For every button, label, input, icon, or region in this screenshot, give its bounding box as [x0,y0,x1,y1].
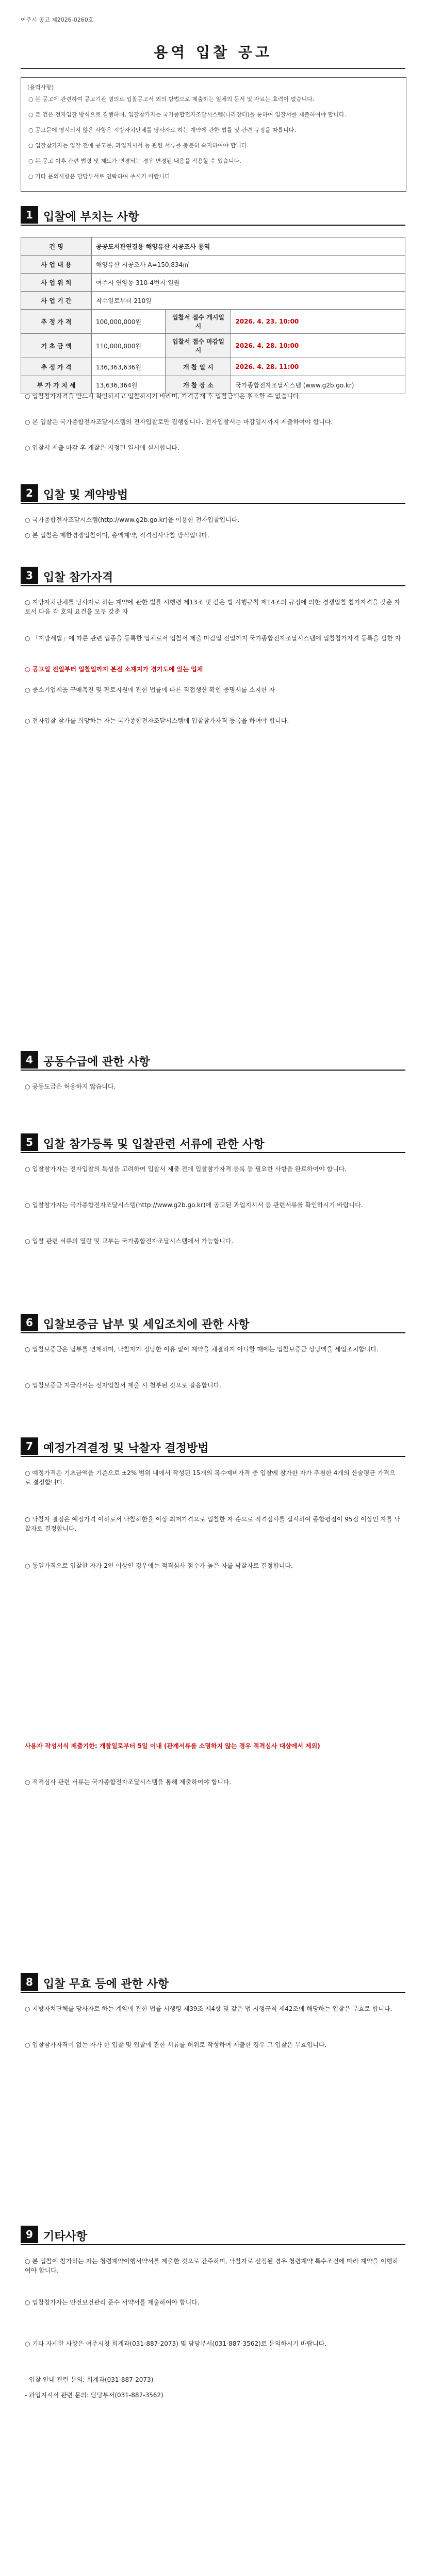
table-value: 착수일로부터 210일 [92,292,405,310]
paragraph: ○ 적격심사 관련 서류는 국가종합전자조달시스템을 통해 제출하여야 합니다. [25,1778,232,1786]
section-title: 예정가격결정 및 낙찰자 결정방법 [43,1442,209,1455]
table-key: 건 명 [21,238,92,256]
summary-line: ○ 본 공고 이후 관련 법령 및 제도가 변경되는 경우 변경된 내용을 적용할 수 있습니다. [28,158,241,164]
section-3-header [21,567,405,584]
section-divider [21,1332,405,1333]
section-number: 7 [21,1437,38,1455]
table-key: 부 가 가 치 세 [21,376,92,394]
section-divider [21,2244,405,2245]
summary-box [21,77,406,192]
section-9-header [21,2226,405,2243]
section-title: 기타사항 [43,2230,88,2243]
bid-info-table [21,237,405,394]
table-row [21,358,405,376]
section-number: 5 [21,1133,38,1151]
paragraph: ○ 입찰참가자는 안전보건관리 준수 서약서를 제출하여야 합니다. [25,2299,200,2306]
table-key: 개 찰 일 시 [166,358,231,376]
section-title: 입찰에 부치는 사항 [43,211,139,224]
paragraph: ○ 입찰 관련 서류의 열람 및 교부는 국가종합전자조달시스템에서 가능합니다. [25,1238,234,1245]
table-row [21,274,405,292]
section-8-header [21,1973,405,1991]
section-number: 2 [21,484,38,502]
paragraph: ○ 입찰참가자는 국가종합전자조달시스템(http://www.g2b.go.kr)에 공고된 과업지시서 등 관련서류를 확인하시기 바랍니다. [25,1201,363,1209]
table-value: 공공도서관연결용 해양유산 시공조사 용역 [92,238,405,256]
paragraph: - 과업지시서 관련 문의: 담당부서(031-887-3562) [25,2392,163,2399]
section-number: 9 [21,2226,38,2243]
table-row [21,310,405,334]
table-value: 해양유산 시공조사 A=150,834㎡ [92,256,405,274]
section-divider [21,225,405,226]
section-divider [21,1992,405,1993]
paragraph: ○ 입찰참가자격이 없는 자가 한 입찰 및 입찰에 관한 서류를 허위로 작성하여 제출한 경우 그 입찰은 무효입니다. [25,2041,327,2048]
table-value: 국가종합전자조달시스템 (www.g2b.go.kr) [231,376,405,394]
summary-line: ○ 본 공고에 관련하여 공고기관 명의로 입찰공고서 외의 방법으로 제출하는 일체의 문서 및 자료는 효력이 없습니다. [28,96,315,103]
table-value: 2026. 4. 23. 10:00 [231,310,405,334]
paragraph: ○ 본 입찰은 제한경쟁입찰이며, 총액계약, 적격심사낙찰 방식입니다. [25,532,209,539]
paragraph: ○ 입찰서 제출 마감 후 개찰은 지정된 일시에 실시합니다. [25,444,179,451]
paragraph: ○ 입찰참가자는 전자입찰의 특성을 고려하여 입찰서 제출 전에 입찰참가자격 등록 등 필요한 사항을 완료하여야 합니다. [25,1165,347,1173]
paragraph: ○ 전자입찰 참가를 희망하는 자는 국가종합전자조달시스템에 입찰참가자격 등록을 하여야 합니다. [25,717,289,724]
paragraph: ○ 입찰참가자격을 반드시 확인하시고 입찰하시기 바라며, 가격공개 후 입찰금액은 취소할 수 없습니다. [25,393,301,400]
table-key: 기 초 금 액 [21,334,92,358]
table-key: 사 업 내 용 [21,256,92,274]
table-key: 추 정 가 격 [21,310,92,334]
section-5-header [21,1133,405,1151]
paragraph: ○ 입찰보증금은 납부를 면제하며, 낙찰자가 정당한 이유 없이 계약을 체결하지 아니할 때에는 입찰보증금 상당액을 세입조치합니다. [25,1346,379,1353]
table-row [21,334,405,358]
table-value: 13,636,364원 [92,376,166,394]
section-number: 3 [21,567,38,584]
table-row [21,238,405,256]
section-title: 입찰 및 계약방법 [43,489,128,502]
summary-line: ○ 본 건은 전자입찰 방식으로 집행하며, 입찰참가자는 국가종합전자조달시스템(나라장터)을 통하여 입찰서를 제출하여야 합니다. [28,111,347,118]
section-divider [21,1152,405,1153]
table-key: 입찰서 접수 개시일시 [166,310,231,334]
table-value: 2026. 4. 28. 10:00 [231,334,405,358]
notice-number: 여주시 공고 제2026-0260호 [21,16,94,23]
table-key: 사 업 기 간 [21,292,92,310]
paragraph: ○ 동일가격으로 입찰한 자가 2인 이상인 경우에는 적격심사 점수가 높은 자를 낙찰자로 결정합니다. [25,1562,293,1569]
section-divider [21,585,405,586]
section-title: 입찰 참가등록 및 입찰관련 서류에 관한 사항 [43,1138,265,1151]
paragraph-highlight: 사용자 작성서식 제출기한: 개찰일로부터 5일 이내 (관계서류를 소명하지 않는 경우 적격심사 대상에서 제외) [25,1742,320,1750]
table-key: 사 업 위 치 [21,274,92,292]
summary-label: [용역사항] [27,84,54,91]
section-7-header [21,1437,405,1455]
paragraph: ○ 입찰보증금 지급각서는 전자입찰서 제출 시 첨부된 것으로 갈음합니다. [25,1382,221,1389]
summary-line: ○ 기타 문의사항은 담당부서로 연락하여 주시기 바랍니다. [28,173,172,180]
section-title: 입찰 무효 등에 관한 사항 [43,1978,169,1991]
section-4-header [21,1051,405,1069]
table-value: 2026. 4. 28. 11:00 [231,358,405,376]
section-2-header [21,484,405,502]
paragraph: ○ 공동도급은 허용하지 않습니다. [25,1083,116,1090]
page-title: 용역 입찰 공고 [154,44,272,61]
paragraph: ○ 국가종합전자조달시스템(http://www.g2b.go.kr)을 이용한 전자입찰입니다. [25,516,240,523]
section-6-header [21,1314,405,1331]
section-title: 입찰보증금 납부 및 세입조치에 관한 사항 [43,1318,250,1331]
table-row [21,292,405,310]
section-number: 1 [21,206,38,224]
table-key: 추 정 가 격 [21,358,92,376]
table-key: 개 찰 장 소 [166,376,231,394]
summary-line: ○ 입찰참가자는 입찰 전에 공고문, 과업지시서 등 관련 서류를 충분히 숙지하여야 합니다. [28,142,249,149]
section-number: 8 [21,1973,38,1991]
paragraph: - 입찰 안내 관련 문의: 회계과(031-887-2073) [25,2376,154,2383]
section-divider [21,1456,405,1457]
paragraph: ○ 본 입찰에 참가하는 자는 청렴계약이행서약서를 제출한 것으로 간주하며, 낙찰자로 선정된 경우 청렴계약 특수조건에 따라 계약을 이행하여야 합니다. [25,2258,399,2274]
paragraph: ○ 기타 자세한 사항은 여주시청 회계과(031-887-2073) 및 담당부서(031-887-3562)로 문의하시기 바랍니다. [25,2340,327,2347]
paragraph: ○ 지방자치단체를 당사자로 하는 계약에 관한 법률 시행령 제39조 제4항 및 같은 법 시행규칙 제42조에 해당하는 입찰은 무효로 합니다. [25,2005,392,2012]
title-divider [21,68,405,69]
summary-line: ○ 공고문에 명시되지 않은 사항은 지방자치단체를 당사자로 하는 계약에 관한 법률 및 관련 규정을 따릅니다. [28,127,296,133]
section-1-header [21,206,405,224]
paragraph-highlight: ○ 공고일 전일부터 입찰일까지 본점 소재지가 경기도에 있는 업체 [25,666,203,673]
section-number: 4 [21,1051,38,1069]
table-value: 100,000,000원 [92,310,166,334]
paragraph: ○ 본 입찰은 국가종합전자조달시스템의 전자입찰로만 집행합니다. 전자입찰서는 마감일시까지 제출하여야 합니다. [25,418,333,426]
paragraph: ○ 낙찰자 결정은 예정가격 이하로서 낙찰하한율 이상 최저가격으로 입찰한 자 순으로 적격심사를 실시하여 종합평점이 95점 이상인 자를 낙찰자로 결정합니다. [25,1516,401,1532]
section-divider [21,503,405,504]
table-row [21,256,405,274]
table-key: 입찰서 접수 마감일시 [166,334,231,358]
section-title: 공동수급에 관한 사항 [43,1056,150,1069]
paragraph: ○ 지방자치단체를 당사자로 하는 계약에 관한 법률 시행령 제13조 및 같은 법 시행규칙 제14조의 규정에 의한 경쟁입찰 참가자격을 갖춘 자로서 다음 각 호의 요건을 모두 갖춘 자 [25,599,400,615]
section-title: 입찰 참가자격 [43,571,113,584]
table-value: 136,363,636원 [92,358,166,376]
paragraph: ○ 「지방세법」에 따른 관련 업종을 등록한 업체로서 입찰서 제출 마감일 전일까지 국가종합전자조달시스템에 입찰참가자격 등록을 필한 자 [25,635,401,642]
paragraph: ○ 중소기업제품 구매촉진 및 판로지원에 관한 법률에 따른 직접생산 확인 증명서를 소지한 자 [25,686,275,693]
section-divider [21,1070,405,1071]
table-value: 여주시 연양동 310-4번지 일원 [92,274,405,292]
table-value: 110,000,000원 [92,334,166,358]
section-number: 6 [21,1314,38,1331]
paragraph: ○ 예정가격은 기초금액을 기준으로 ±2% 범위 내에서 작성된 15개의 복수예비가격 중 입찰에 참가한 자가 추첨한 4개의 산술평균 가격으로 결정합니다. [25,1469,396,1486]
